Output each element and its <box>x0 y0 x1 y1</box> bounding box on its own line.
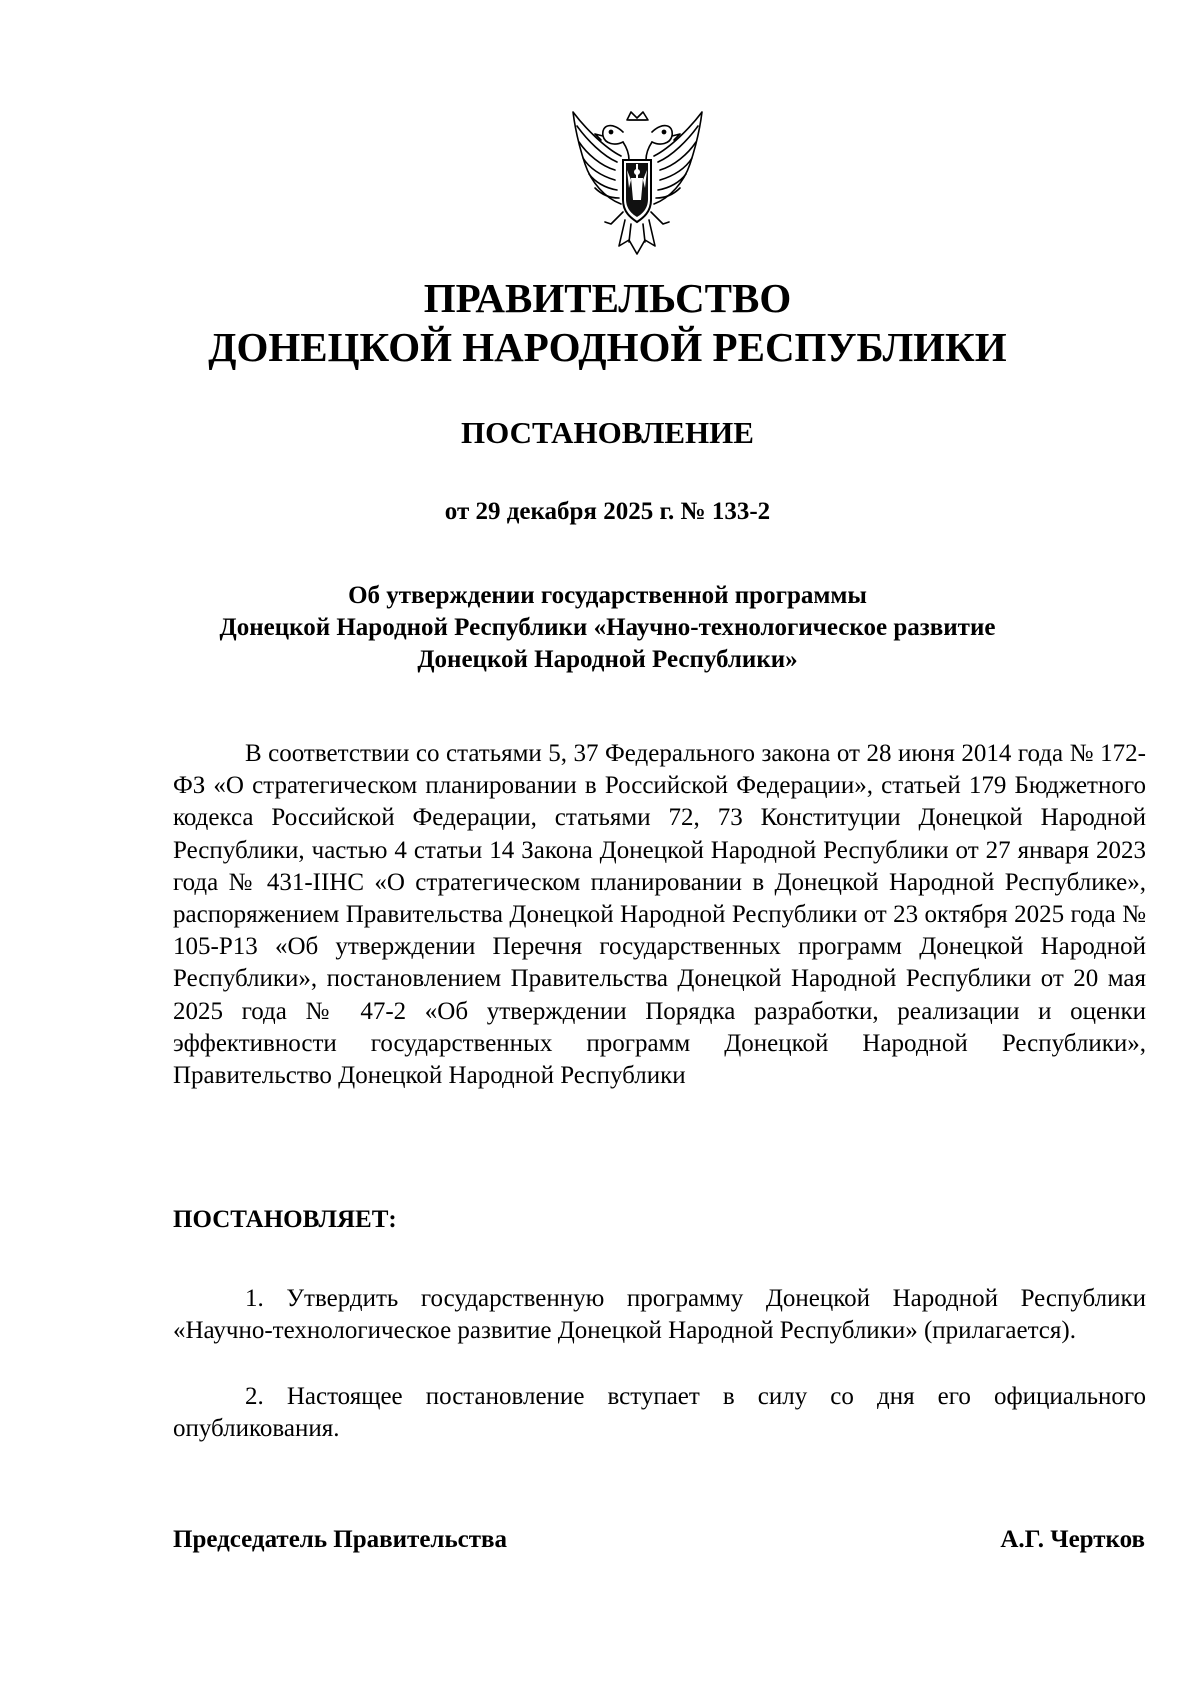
signatory-role: Председатель Правительства <box>173 1526 508 1553</box>
resolution-item-2: 2. Настоящее постановление вступает в силу со дня его официального опубликования. <box>173 1383 1146 1443</box>
document-type: ПОСТАНОВЛЕНИЕ <box>461 415 754 450</box>
title-line-1: Об утверждении государственной программы <box>348 582 867 609</box>
document-date-number: от 29 декабря 2025 г. № 133-2 <box>444 498 771 525</box>
resolves-heading: ПОСТАНОВЛЯЕТ: <box>173 1206 397 1233</box>
org-name-line-1: ПРАВИТЕЛЬСТВО <box>423 275 792 321</box>
preamble-paragraph: В соответствии со статьями 5, 37 Федерального закона от 28 июня 2014 года № 172-ФЗ «О стратегическом планировании в Российской Федерации», статьей 179 Бюджетного кодекса Российской Федерации, статьями 72, 73 Конституции Донецкой Народной Республики, частью 4 статьи 14 Закона Донецкой Народной Республики от 27 января 2023 года № 431-IIНС «О стратегическом планировании в Донецкой Народной Республике», распоряжением Правительства Донецкой Народной Республики от 23 октября 2025 года № 105-Р13 «Об утверждении Перечня государственных программ Донецкой Народной Республики», постановлением Правительства Донецкой Народной Республики от 20 мая 2025 года № 47-2 «Об утверждении Порядка разработки, реализации и оценки эффективности государственных программ Донецкой Народной Республики», Правительство Донецкой Народной Республики <box>173 740 1146 1090</box>
org-name-line-2: ДОНЕЦКОЙ НАРОДНОЙ РЕСПУБЛИКИ <box>208 324 1007 370</box>
title-line-2: Донецкой Народной Республики «Научно-технологическое развитие <box>219 614 996 641</box>
document-title <box>0 580 1200 676</box>
resolution-item-1: 1. Утвердить государственную программу Донецкой Народной Республики «Научно-технологическое развитие Донецкой Народной Республики» (прилагается). <box>173 1285 1146 1345</box>
coat-of-arms-icon <box>565 108 710 260</box>
signatory-name: А.Г. Чертков <box>1000 1526 1145 1553</box>
title-line-3: Донецкой Народной Республики» <box>417 646 798 673</box>
